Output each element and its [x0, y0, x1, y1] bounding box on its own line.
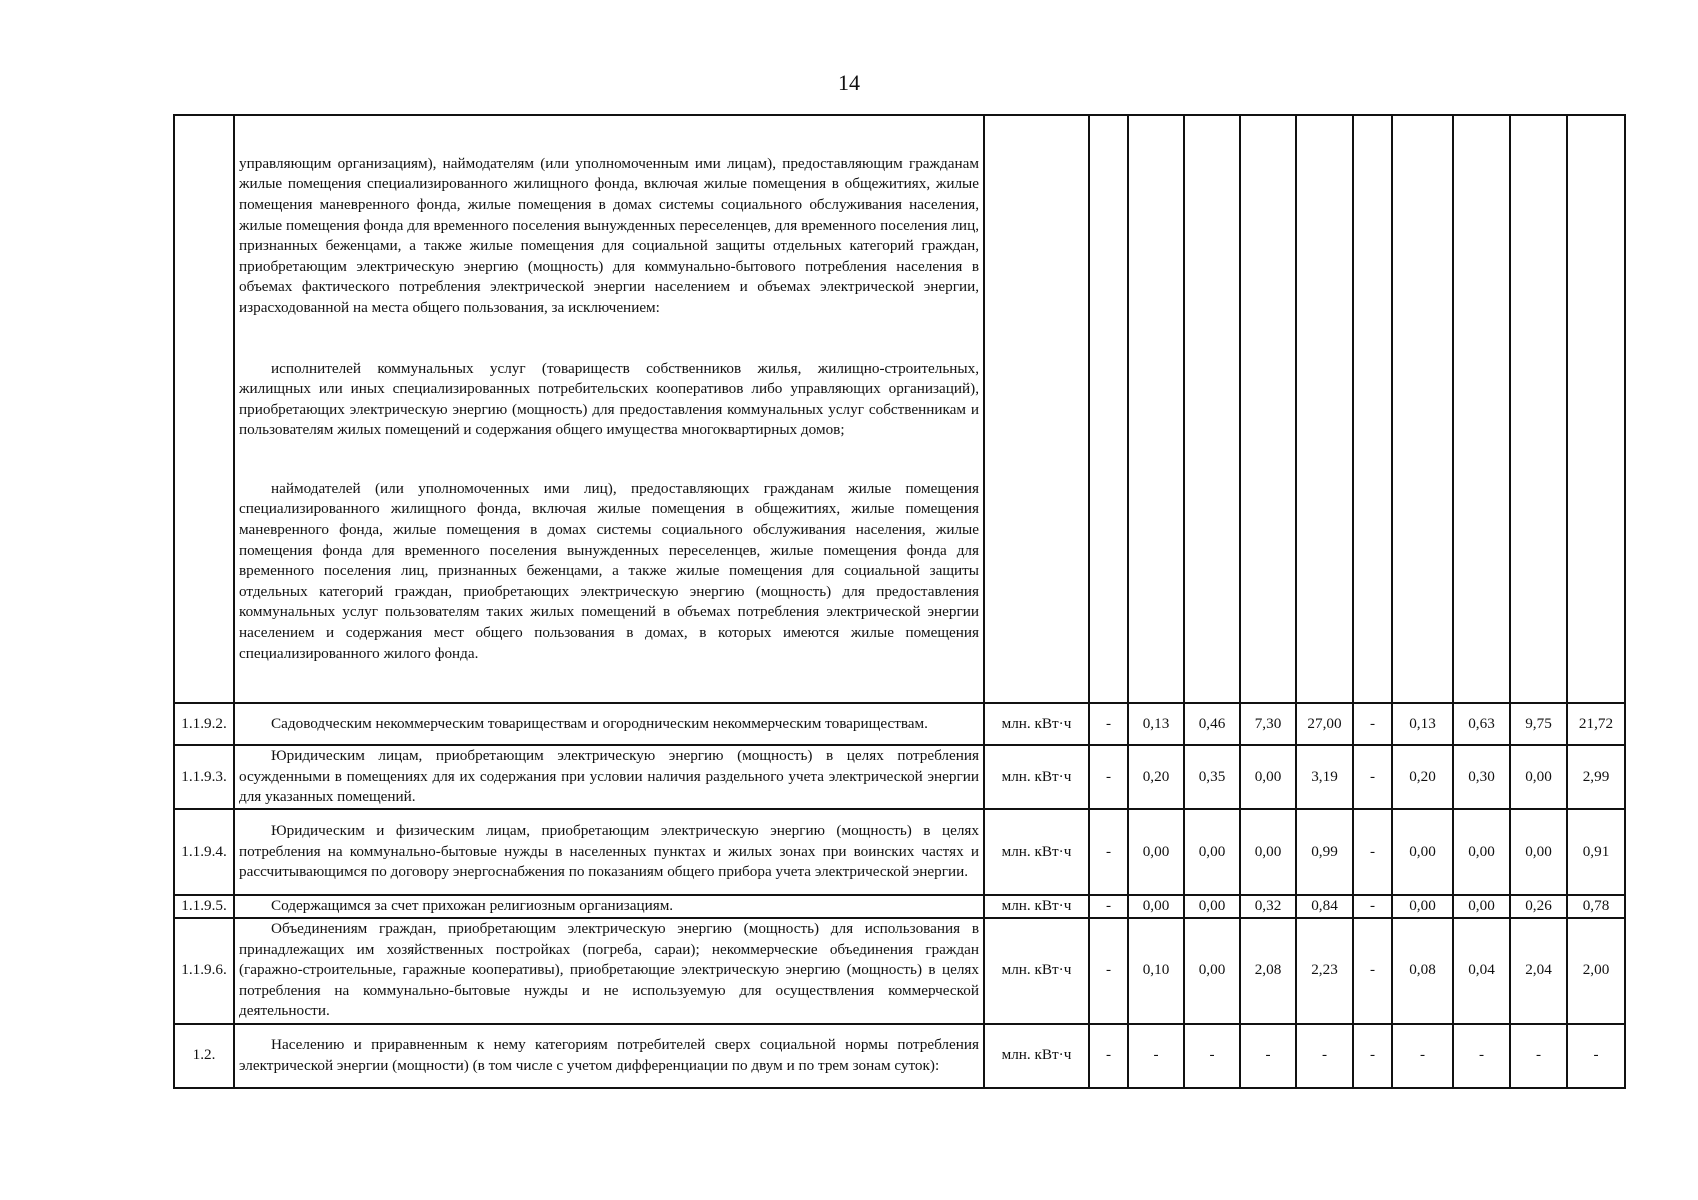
value-cell: 0,00 — [1240, 745, 1296, 809]
value-cell: 0,35 — [1184, 745, 1240, 809]
value-cell: - — [1392, 1024, 1453, 1088]
table-row — [174, 1024, 1625, 1088]
value-cell: - — [1184, 1024, 1240, 1088]
row-description: Содержащимся за счет прихожан религиозным организациям. — [234, 895, 984, 918]
value-cell: - — [1353, 918, 1392, 1024]
value-cell: 0,00 — [1184, 918, 1240, 1024]
row-number: 1.1.9.3. — [174, 745, 234, 809]
value-cell: 27,00 — [1296, 703, 1353, 745]
value-cell: 3,19 — [1296, 745, 1353, 809]
row-description: Садоводческим некоммерческим товариществам и огородническим некоммерческим товариществам. — [234, 703, 984, 745]
row-description: Юридическим лицам, приобретающим электрическую энергию (мощность) в целях потребления осужденными в помещениях для их содержания при условии наличия раздельного учета электрической энергии для указанных помещений. — [234, 745, 984, 809]
value-cell: 0,91 — [1567, 809, 1625, 895]
continuation-text-cell — [234, 115, 984, 703]
value-cell: - — [1353, 895, 1392, 918]
table-row — [174, 809, 1625, 895]
value-cell: 0,00 — [1510, 745, 1567, 809]
row-number: 1.1.9.2. — [174, 703, 234, 745]
value-cell: 0,99 — [1296, 809, 1353, 895]
table-row — [174, 745, 1625, 809]
table-row — [174, 895, 1625, 918]
value-cell: - — [1240, 1024, 1296, 1088]
value-cell: - — [1353, 1024, 1392, 1088]
row-description: Объединениям граждан, приобретающим электрическую энергию (мощность) для использования в принадлежащих им хозяйственных постройках (погреба, сараи); некоммерческие объединения граждан (гаражно-строительные, гаражные кооперативы), приобретающие электрическую энергию (мощность) в целях потребления на коммунально-бытовые нужды и не используемую для осуществления коммерческой деятельности. — [234, 918, 984, 1024]
value-cell: - — [1089, 745, 1128, 809]
value-cell: 2,08 — [1240, 918, 1296, 1024]
value-cell: 21,72 — [1567, 703, 1625, 745]
value-cell: 0,13 — [1128, 703, 1184, 745]
row-unit: млн. кВт·ч — [984, 745, 1089, 809]
value-cell: 0,84 — [1296, 895, 1353, 918]
page-number: 14 — [838, 70, 860, 95]
row-number: 1.1.9.6. — [174, 918, 234, 1024]
row-number: 1.1.9.5. — [174, 895, 234, 918]
value-cell: 0,10 — [1128, 918, 1184, 1024]
value-cell: 0,13 — [1392, 703, 1453, 745]
value-cell: 0,00 — [1392, 895, 1453, 918]
row-unit: млн. кВт·ч — [984, 809, 1089, 895]
continuation-row — [174, 115, 1625, 703]
value-cell: 2,00 — [1567, 918, 1625, 1024]
value-cell: 0,00 — [1184, 809, 1240, 895]
value-cell: 0,00 — [1184, 895, 1240, 918]
value-cell: - — [1353, 745, 1392, 809]
row-unit: млн. кВт·ч — [984, 703, 1089, 745]
row-description: Юридическим и физическим лицам, приобретающим электрическую энергию (мощность) в целях потребления на коммунально-бытовые нужды в населенных пунктах и жилых зонах при воинских частях и рассчитывающимся по договору энергоснабжения по показаниям общего прибора учета электрической энергии. — [234, 809, 984, 895]
continuation-paragraph-3: наймодателей (или уполномоченных ими лиц), предоставляющих гражданам жилые помещения специализированного жилищного фонда, включая жилые помещения в общежитиях, жилые помещения маневренного фонда, жилые помещения в домах системы социального обслуживания населения, жилые помещения фонда для временного поселения вынужденных переселенцев, жилые помещения фонда для временного поселения лиц, признанных беженцами, а также жилые помещения для социальной защиты отдельных категорий граждан, приобретающих электрическую энергию (мощность) для предоставления коммунальных услуг пользователям таких жилых помещений в объемах потребления электрической энергии населением и содержания мест общего пользования в домах, в которых имеются жилые помещения специализированного жилого фонда. — [239, 479, 979, 662]
value-cell: 0,26 — [1510, 895, 1567, 918]
value-cell: 0,30 — [1453, 745, 1510, 809]
value-cell: 0,20 — [1392, 745, 1453, 809]
value-cell: - — [1089, 918, 1128, 1024]
value-cell: 0,08 — [1392, 918, 1453, 1024]
value-cell: 0,04 — [1453, 918, 1510, 1024]
value-cell: - — [1567, 1024, 1625, 1088]
row-number: 1.1.9.4. — [174, 809, 234, 895]
row-description: Населению и приравненным к нему категориям потребителей сверх социальной нормы потребления электрической энергии (мощности) (в том числе с учетом дифференциации по двум и по трем зонам суток): — [234, 1024, 984, 1088]
value-cell: 2,23 — [1296, 918, 1353, 1024]
value-cell: 9,75 — [1510, 703, 1567, 745]
row-number: 1.2. — [174, 1024, 234, 1088]
value-cell: - — [1128, 1024, 1184, 1088]
continuation-num-cell — [174, 115, 234, 703]
value-cell: 0,00 — [1510, 809, 1567, 895]
row-unit: млн. кВт·ч — [984, 895, 1089, 918]
value-cell: 2,04 — [1510, 918, 1567, 1024]
value-cell: 7,30 — [1240, 703, 1296, 745]
value-cell: 0,00 — [1453, 895, 1510, 918]
value-cell: 0,63 — [1453, 703, 1510, 745]
value-cell: 0,00 — [1453, 809, 1510, 895]
value-cell: 0,32 — [1240, 895, 1296, 918]
value-cell: - — [1510, 1024, 1567, 1088]
continuation-paragraph-1: управляющим организациям), наймодателям (или уполномоченным ими лицам), предоставляющим гражданам жилые помещения специализированного жилищного фонда, включая жилые помещения в общежитиях, жилые помещения маневренного фонда, жилые помещения в домах системы социального обслуживания населения, жилые помещения фонда для временного поселения вынужденных переселенцев, для временного поселения лиц, признанных беженцами, а также жилые помещения для социальной защиты отдельных категорий граждан, приобретающим электрическую энергию (мощность) для коммунально-бытового потребления населения в объемах фактического потребления электрической энергии населением и объемах электрической энергии, израсходованной на места общего пользования, за исключением: — [239, 154, 979, 316]
value-cell: - — [1089, 1024, 1128, 1088]
value-cell: - — [1353, 809, 1392, 895]
value-cell: 0,20 — [1128, 745, 1184, 809]
value-cell: - — [1453, 1024, 1510, 1088]
value-cell: - — [1296, 1024, 1353, 1088]
value-cell: 0,00 — [1128, 809, 1184, 895]
value-cell: - — [1353, 703, 1392, 745]
row-unit: млн. кВт·ч — [984, 918, 1089, 1024]
row-unit: млн. кВт·ч — [984, 1024, 1089, 1088]
continuation-paragraph-2: исполнителей коммунальных услуг (товариществ собственников жилья, жилищно-строительных, жилищных или иных специализированных потребительских кооперативов либо управляющих организаций), приобретающих электрическую энергию (мощность) для предоставления коммунальных услуг собственникам и пользователям жилых помещений и содержания общего имущества многоквартирных домов; — [239, 359, 979, 439]
value-cell: 0,00 — [1128, 895, 1184, 918]
value-cell: - — [1089, 809, 1128, 895]
table-row — [174, 918, 1625, 1024]
table-row — [174, 703, 1625, 745]
value-cell: - — [1089, 895, 1128, 918]
value-cell: 0,00 — [1392, 809, 1453, 895]
value-cell: 0,46 — [1184, 703, 1240, 745]
tariff-balance-table — [173, 114, 1626, 1089]
value-cell: 2,99 — [1567, 745, 1625, 809]
value-cell: - — [1089, 703, 1128, 745]
value-cell: 0,78 — [1567, 895, 1625, 918]
value-cell: 0,00 — [1240, 809, 1296, 895]
